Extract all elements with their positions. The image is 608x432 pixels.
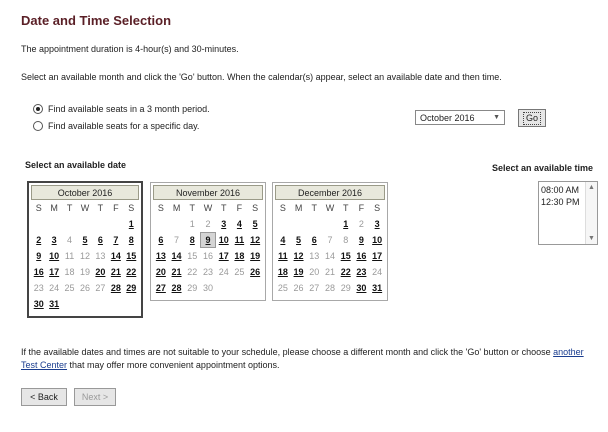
calendar-day-unavailable: 12	[79, 251, 90, 261]
calendar-empty-cell	[322, 216, 338, 232]
weekday-header: F	[236, 203, 243, 213]
calendar-october	[27, 181, 143, 318]
calendar-day-unavailable: 11	[64, 251, 75, 261]
calendar-day-available[interactable]: 1	[343, 219, 349, 229]
calendar-day-unavailable: 30	[202, 283, 213, 293]
calendar-day-unavailable: 25	[277, 283, 288, 293]
weekday-header: T	[311, 203, 318, 213]
calendar-day-available[interactable]: 3	[221, 219, 227, 229]
weekday-header: T	[66, 203, 73, 213]
calendar-day-unavailable: 20	[309, 267, 320, 277]
month-select-value: October 2016	[420, 112, 475, 123]
calendar-day-unavailable: 25	[234, 267, 245, 277]
time-listbox[interactable]	[538, 181, 598, 245]
chevron-down-icon: ▼	[493, 114, 500, 121]
time-option[interactable]: 12:30 PM	[541, 197, 580, 207]
calendar-day-available[interactable]: 10	[372, 235, 383, 245]
calendar-empty-cell	[93, 216, 108, 232]
back-button[interactable]: < Back	[21, 388, 67, 406]
go-button[interactable]	[518, 109, 546, 127]
calendar-day-unavailable: 4	[67, 235, 73, 245]
weekday-header: W	[325, 203, 335, 213]
radio-three-month[interactable]	[33, 104, 210, 114]
calendar-empty-cell	[108, 216, 123, 232]
calendar-empty-cell	[291, 216, 307, 232]
calendar-day-unavailable: 24	[49, 283, 60, 293]
calendar-day-unavailable: 28	[324, 283, 335, 293]
calendar-day-available[interactable]: 21	[110, 267, 121, 277]
calendar-day-unavailable: 16	[202, 251, 213, 261]
calendar-day-unavailable: 1	[189, 219, 195, 229]
calendar-day-available[interactable]: 22	[126, 267, 137, 277]
calendar-day-unavailable: 7	[327, 235, 333, 245]
weekday-header: W	[80, 203, 90, 213]
calendar-day-available[interactable]: 22	[340, 267, 351, 277]
weekday-header: M	[172, 203, 181, 213]
calendar-day-unavailable: 2	[358, 219, 364, 229]
weekday-header: W	[203, 203, 213, 213]
weekday-header: F	[113, 203, 119, 213]
footer-text-before: If the available dates and times are not suitable to your schedule, please choose a different month and click the 'Go' button or choose	[21, 347, 554, 357]
calendar-month-title: October 2016	[31, 185, 139, 200]
calendar-day-unavailable: 14	[324, 251, 335, 261]
calendar-day-available[interactable]: 11	[278, 251, 288, 261]
next-button[interactable]: Next >	[74, 388, 116, 406]
calendar-day-available[interactable]: 3	[374, 219, 380, 229]
calendar-day-available[interactable]: 15	[340, 251, 351, 261]
calendar-day-available[interactable]: 30	[33, 299, 44, 309]
calendar-day-available[interactable]: 8	[128, 235, 134, 245]
calendar-day-unavailable: 21	[324, 267, 335, 277]
calendar-day-available[interactable]: 1	[128, 219, 134, 229]
calendar-day-unavailable: 18	[64, 267, 75, 277]
calendar-empty-cell	[306, 216, 322, 232]
calendar-day-available[interactable]: 31	[372, 283, 383, 293]
calendar-day-available[interactable]: 17	[372, 251, 383, 261]
calendar-day-unavailable: 29	[187, 283, 198, 293]
radio-specific-day[interactable]	[33, 121, 199, 131]
calendar-day-available[interactable]: 14	[171, 251, 182, 261]
calendar-empty-cell	[31, 216, 46, 232]
calendar-empty-cell	[77, 216, 92, 232]
calendar-day-available[interactable]: 5	[82, 235, 88, 245]
footer-text	[21, 346, 601, 372]
calendar-day-available[interactable]: 21	[171, 267, 182, 277]
calendar-empty-cell	[62, 216, 77, 232]
calendar-day-available[interactable]: 17	[218, 251, 229, 261]
calendar-day-available[interactable]: 26	[250, 267, 261, 277]
calendar-december	[272, 182, 388, 301]
weekday-header: S	[128, 203, 135, 213]
scroll-down-icon[interactable]: ▼	[588, 235, 595, 242]
calendar-day-available[interactable]: 14	[110, 251, 121, 261]
calendar-day-available[interactable]: 18	[234, 251, 245, 261]
calendar-day-available[interactable]: 2	[36, 235, 42, 245]
calendar-day-available[interactable]: 7	[113, 235, 119, 245]
calendar-day-unavailable: 26	[79, 283, 90, 293]
calendar-day-unavailable: 15	[187, 251, 198, 261]
calendar-day-unavailable: 8	[343, 235, 349, 245]
calendar-day-available[interactable]: 6	[158, 235, 164, 245]
calendar-day-available[interactable]: 4	[236, 219, 242, 229]
calendar-day-unavailable: 2	[205, 219, 211, 229]
footer-text-after: that may offer more convenient appointment options.	[67, 360, 280, 370]
calendar-day-unavailable: 29	[340, 283, 351, 293]
duration-text: The appointment duration is 4-hour(s) and 30-minutes.	[21, 44, 239, 54]
page-title: Date and Time Selection	[21, 13, 172, 28]
calendar-day-unavailable: 13	[95, 251, 106, 261]
time-option[interactable]: 08:00 AM	[541, 185, 580, 195]
calendar-day-available[interactable]: 3	[51, 235, 57, 245]
calendar-day-unavailable: 7	[174, 235, 180, 245]
time-section-heading: Select an available time	[492, 163, 594, 173]
calendar-day-available[interactable]: 4	[280, 235, 286, 245]
radio-label: Find available seats in a 3 month period.	[48, 104, 210, 114]
date-section-heading: Select an available date	[25, 160, 127, 170]
weekday-header: T	[97, 203, 104, 213]
calendar-month-title: December 2016	[275, 185, 385, 200]
calendar-day-available[interactable]: 9	[36, 251, 42, 261]
calendar-day-available[interactable]: 27	[155, 283, 166, 293]
calendar-empty-cell	[153, 216, 169, 232]
calendar-day-available[interactable]: 18	[277, 267, 288, 277]
calendar-day-available[interactable]: 11	[234, 235, 245, 245]
radio-label: Find available seats for a specific day.	[48, 121, 200, 131]
calendar-november	[150, 182, 266, 301]
calendar-day-available[interactable]: 20	[155, 267, 166, 277]
calendar-day-available[interactable]: 29	[126, 283, 137, 293]
calendar-day-unavailable: 27	[309, 283, 320, 293]
calendar-day-unavailable: 19	[79, 267, 90, 277]
calendar-day-available[interactable]: 28	[110, 283, 121, 293]
instructions-text: Select an available month and click the 'Go' button. When the calendar(s) appear, select an available date and then time.	[21, 72, 502, 82]
calendar-day-available[interactable]: 23	[356, 267, 367, 277]
calendar-day-unavailable: 23	[33, 283, 44, 293]
calendar-day-selected[interactable]: 9	[200, 232, 216, 248]
calendar-empty-cell	[169, 216, 185, 232]
calendar-grid	[151, 200, 265, 300]
calendar-day-available[interactable]: 16	[33, 267, 44, 277]
weekday-header: M	[294, 203, 303, 213]
month-select[interactable]	[415, 110, 505, 125]
calendar-day-available[interactable]: 16	[356, 251, 367, 261]
calendar-day-unavailable: 24	[372, 267, 383, 277]
calendar-day-available[interactable]: 5	[252, 219, 258, 229]
calendar-day-unavailable: 22	[187, 267, 198, 277]
calendar-day-unavailable: 24	[218, 267, 229, 277]
another-test-center-link[interactable]: another Test Center	[21, 347, 584, 370]
radio-button[interactable]	[33, 104, 43, 114]
weekday-header: S	[279, 203, 286, 213]
calendar-empty-cell	[46, 216, 61, 232]
calendar-empty-cell	[275, 216, 291, 232]
calendar-day-available[interactable]: 5	[296, 235, 302, 245]
weekday-header: S	[252, 203, 259, 213]
radio-button[interactable]	[33, 121, 43, 131]
calendar-day-unavailable: 27	[95, 283, 106, 293]
calendar-day-available[interactable]: 19	[250, 251, 261, 261]
scroll-up-icon[interactable]: ▲	[588, 184, 595, 191]
calendar-day-available[interactable]: 6	[97, 235, 103, 245]
calendar-day-available[interactable]: 12	[293, 251, 304, 261]
calendar-day-unavailable: 23	[202, 267, 213, 277]
calendar-grid	[273, 200, 387, 300]
calendar-day-available[interactable]: 10	[218, 235, 229, 245]
go-button-label: Go	[523, 112, 541, 125]
weekday-header: T	[220, 203, 227, 213]
calendar-day-unavailable: 13	[309, 251, 320, 261]
weekday-header: S	[35, 203, 42, 213]
weekday-header: T	[189, 203, 196, 213]
weekday-header: S	[374, 203, 381, 213]
weekday-header: F	[358, 203, 365, 213]
calendar-day-available[interactable]: 17	[49, 267, 60, 277]
calendar-day-unavailable: 26	[293, 283, 304, 293]
calendar-day-available[interactable]: 19	[293, 267, 304, 277]
calendar-day-available[interactable]: 8	[189, 235, 195, 245]
weekday-header: M	[50, 203, 58, 213]
calendar-day-available[interactable]: 31	[49, 299, 60, 309]
calendar-day-available[interactable]: 20	[95, 267, 106, 277]
calendar-day-available[interactable]: 30	[356, 283, 367, 293]
calendar-month-title: November 2016	[153, 185, 263, 200]
weekday-header: T	[342, 203, 349, 213]
calendar-day-available[interactable]: 10	[49, 251, 60, 261]
calendar-day-available[interactable]: 15	[126, 251, 137, 261]
calendar-day-unavailable: 25	[64, 283, 75, 293]
calendar-day-available[interactable]: 6	[311, 235, 317, 245]
time-list-scrollbar[interactable]	[585, 182, 597, 244]
calendar-day-available[interactable]: 13	[155, 251, 166, 261]
calendar-day-available[interactable]: 12	[250, 235, 261, 245]
calendar-grid	[29, 200, 141, 316]
calendar-day-available[interactable]: 28	[171, 283, 182, 293]
calendar-day-available[interactable]: 9	[358, 235, 364, 245]
weekday-header: S	[157, 203, 164, 213]
